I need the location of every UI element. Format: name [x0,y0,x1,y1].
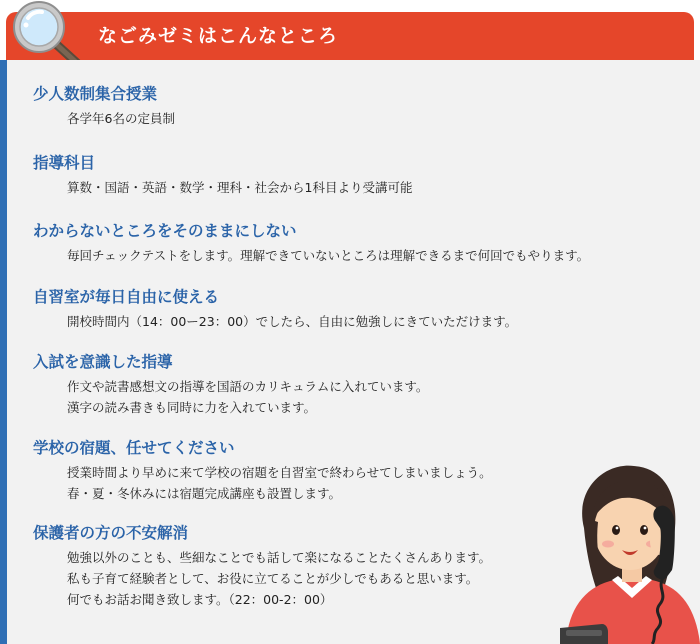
feature-description: 開校時間内（14：00ー23：00）でしたら、自由に勉強しにきていただけます。 [67,314,518,329]
feature-description: 算数・国語・英語・数学・理科・社会から1科目より受講可能 [67,180,413,195]
feature-heading: わからないところをそのままにしない [33,222,297,240]
feature-description: 作文や読書感想文の指導を国語のカリキュラムに入れています。 [67,379,429,394]
feature-description: 各学年6名の定員制 [67,111,175,126]
feature-section [33,153,673,221]
page-title: なごみゼミはこんなところ [98,25,339,47]
woman-on-telephone-illustration [556,458,700,644]
feature-heading: 少人数制集合授業 [33,85,158,103]
feature-heading: 学校の宿題、任せてください [33,439,235,457]
section-header-bar [6,12,694,60]
feature-description: 春・夏・冬休みには宿題完成講座も設置します。 [67,486,342,501]
feature-description: 授業時間より早めに来て学校の宿題を自習室で終わらせてしまいましょう。 [67,465,492,480]
feature-heading: 入試を意識した指導 [33,353,173,371]
feature-description: 漢字の読み書きも同時に力を入れています。 [67,400,317,415]
feature-description: 毎回チェックテストをします。理解できていないところは理解できるまで何回でもやります。 [67,248,590,263]
feature-heading: 自習室が毎日自由に使える [33,288,220,306]
feature-description: 勉強以外のことも、些細なことでも話して楽になることたくさんあります。 [67,550,492,565]
feature-heading: 指導科目 [33,154,96,172]
feature-section [33,352,673,438]
feature-description: 何でもお話お聞き致します。（22：00-2：00） [67,592,333,607]
feature-section [33,287,673,352]
feature-section [33,84,673,153]
feature-heading: 保護者の方の不安解消 [33,524,189,542]
feature-description: 私も子育て経験者として、お役に立てることが少しでもあると思います。 [67,571,479,586]
feature-section [33,221,673,287]
